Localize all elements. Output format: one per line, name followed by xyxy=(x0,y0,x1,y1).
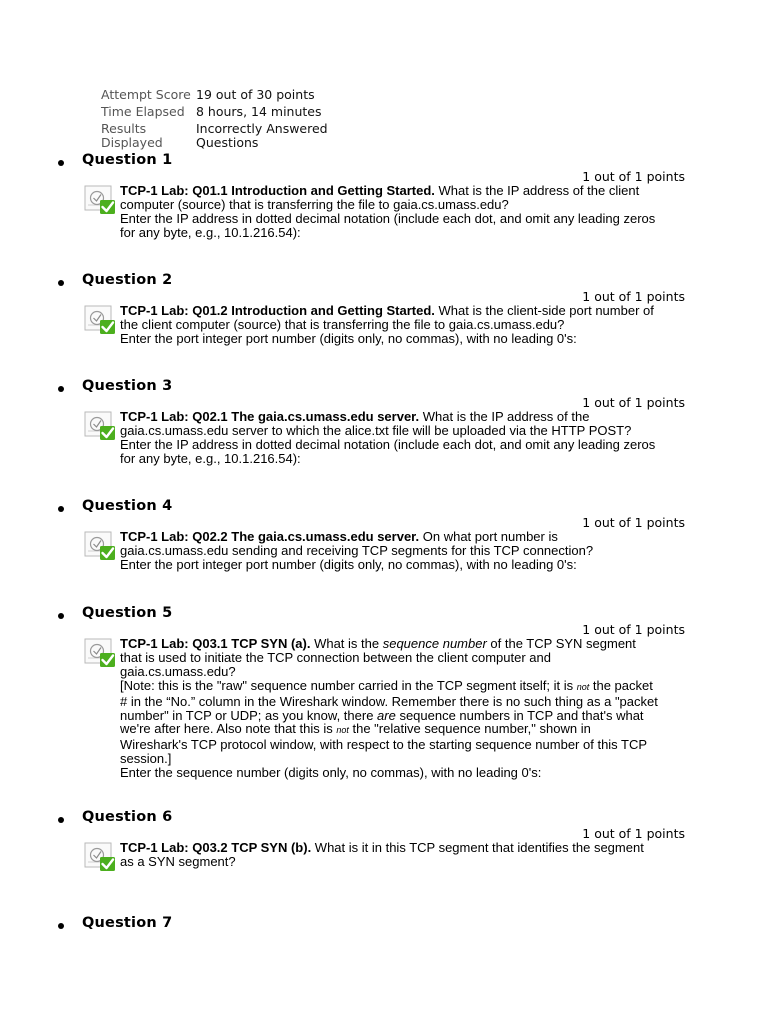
question-title: Question 2 xyxy=(82,272,173,288)
question-prompt: What is it in this TCP segment that identifies the segment as a SYN segment? xyxy=(120,840,644,869)
time-elapsed-label: Time Elapsed xyxy=(101,104,185,119)
attempt-score-value: 19 out of 30 points xyxy=(196,87,315,102)
correct-answer-icon xyxy=(84,305,116,335)
note-part-b: the packet # in the “No.” column in the Wireshark window. Remember there is no such thing as a "packet number" in TCP or UDP; as you know, there xyxy=(120,677,658,723)
bullet xyxy=(58,280,64,286)
bullet xyxy=(58,817,64,823)
results-displayed-row xyxy=(101,122,328,150)
results-displayed-value xyxy=(196,122,328,150)
question-heading: TCP-1 Lab: Q03.2 TCP SYN (b). xyxy=(120,840,312,855)
question-prompt: What is the client-side port number of the client computer (source) that is transferring the file to gaia.cs.umass.edu? xyxy=(120,303,654,332)
question-prompt-emphasis: sequence number xyxy=(382,636,487,651)
question-title: Question 1 xyxy=(82,152,173,168)
attempt-score-label: Attempt Score xyxy=(101,87,191,102)
bullet xyxy=(58,506,64,512)
question-title: Question 7 xyxy=(82,915,173,931)
note-part-a: [Note: this is the "raw" sequence number carried in the TCP segment itself; it is xyxy=(120,677,577,693)
attempt-score-row xyxy=(101,88,328,102)
question-points: 1 out of 1 points xyxy=(582,622,685,637)
question-text xyxy=(120,184,660,240)
note-part-d: the "relative sequence number," shown in Wireshark's TCP protocol window, with respect to the starting sequence number of this TCP session.] xyxy=(120,721,647,767)
time-elapsed-row xyxy=(101,105,328,119)
question-text xyxy=(120,410,660,466)
question-title: Question 4 xyxy=(82,498,173,514)
question-heading: TCP-1 Lab: Q02.2 The gaia.cs.umass.edu server. xyxy=(120,529,420,544)
question-title: Question 5 xyxy=(82,605,173,621)
note-part-c: sequence numbers in TCP and that's what we're after here. Also note that this is xyxy=(120,707,644,737)
question-text xyxy=(120,637,660,780)
correct-answer-icon xyxy=(84,638,116,668)
question-prompt-end: of the TCP SYN segment that is used to initiate the TCP connection between the client computer and gaia.cs.umass.edu? xyxy=(120,636,636,679)
question-text xyxy=(120,530,660,572)
note-not-emphasis: not xyxy=(336,725,349,736)
question-heading: TCP-1 Lab: Q02.1 The gaia.cs.umass.edu server. xyxy=(120,409,420,424)
attempt-summary xyxy=(101,88,328,150)
question-points: 1 out of 1 points xyxy=(582,289,685,304)
correct-answer-icon xyxy=(84,842,116,872)
question-text xyxy=(120,841,660,869)
results-label-line1: Results xyxy=(101,121,147,136)
question-heading: TCP-1 Lab: Q01.1 Introduction and Getting Started. xyxy=(120,183,435,198)
bullet xyxy=(58,386,64,392)
note-not-emphasis: not xyxy=(576,681,590,692)
time-elapsed-value: 8 hours, 14 minutes xyxy=(196,104,322,119)
question-points: 1 out of 1 points xyxy=(582,826,685,841)
question-heading: TCP-1 Lab: Q01.2 Introduction and Getting Started. xyxy=(120,303,435,318)
question-prompt: What is the IP address of the gaia.cs.umass.edu server to which the alice.txt file will be uploaded via the HTTP POST? xyxy=(120,409,632,438)
question-instructions: Enter the IP address in dotted decimal notation (include each dot, and omit any leading zeros for any byte, e.g., 10.1.216.54): xyxy=(120,436,656,466)
bullet xyxy=(58,613,64,619)
question-prompt: What is the IP address of the client computer (source) that is transferring the file to gaia.cs.umass.edu? xyxy=(120,183,640,212)
question-heading: TCP-1 Lab: Q03.1 TCP SYN (a). xyxy=(120,636,311,651)
results-value-line1: Incorrectly Answered xyxy=(196,121,328,136)
question-title: Question 3 xyxy=(82,378,173,394)
results-label-line2: Displayed xyxy=(101,135,163,150)
question-instructions: Enter the port integer port number (digits only, no commas), with no leading 0's: xyxy=(120,330,577,346)
question-prompt-start: What is the xyxy=(310,636,383,651)
question-instructions: Enter the IP address in dotted decimal notation (include each dot, and omit any leading zeros for any byte, e.g., 10.1.216.54): xyxy=(120,210,656,240)
question-points: 1 out of 1 points xyxy=(582,515,685,530)
correct-answer-icon xyxy=(84,411,116,441)
correct-answer-icon xyxy=(84,531,116,561)
correct-answer-icon xyxy=(84,185,116,215)
results-value-line2: Questions xyxy=(196,135,259,150)
question-points: 1 out of 1 points xyxy=(582,395,685,410)
results-displayed-label xyxy=(101,122,196,150)
question-title: Question 6 xyxy=(82,809,173,825)
question-instructions: Enter the sequence number (digits only, no commas), with no leading 0's: xyxy=(120,765,542,781)
bullet xyxy=(58,923,64,929)
question-prompt: On what port number is gaia.cs.umass.edu sending and receiving TCP segments for this TCP connection? xyxy=(120,529,594,558)
bullet xyxy=(58,160,64,166)
note-are-emphasis: are xyxy=(377,707,396,723)
question-points: 1 out of 1 points xyxy=(582,169,685,184)
question-text xyxy=(120,304,660,346)
question-instructions: Enter the port integer port number (digits only, no commas), with no leading 0's: xyxy=(120,556,577,572)
